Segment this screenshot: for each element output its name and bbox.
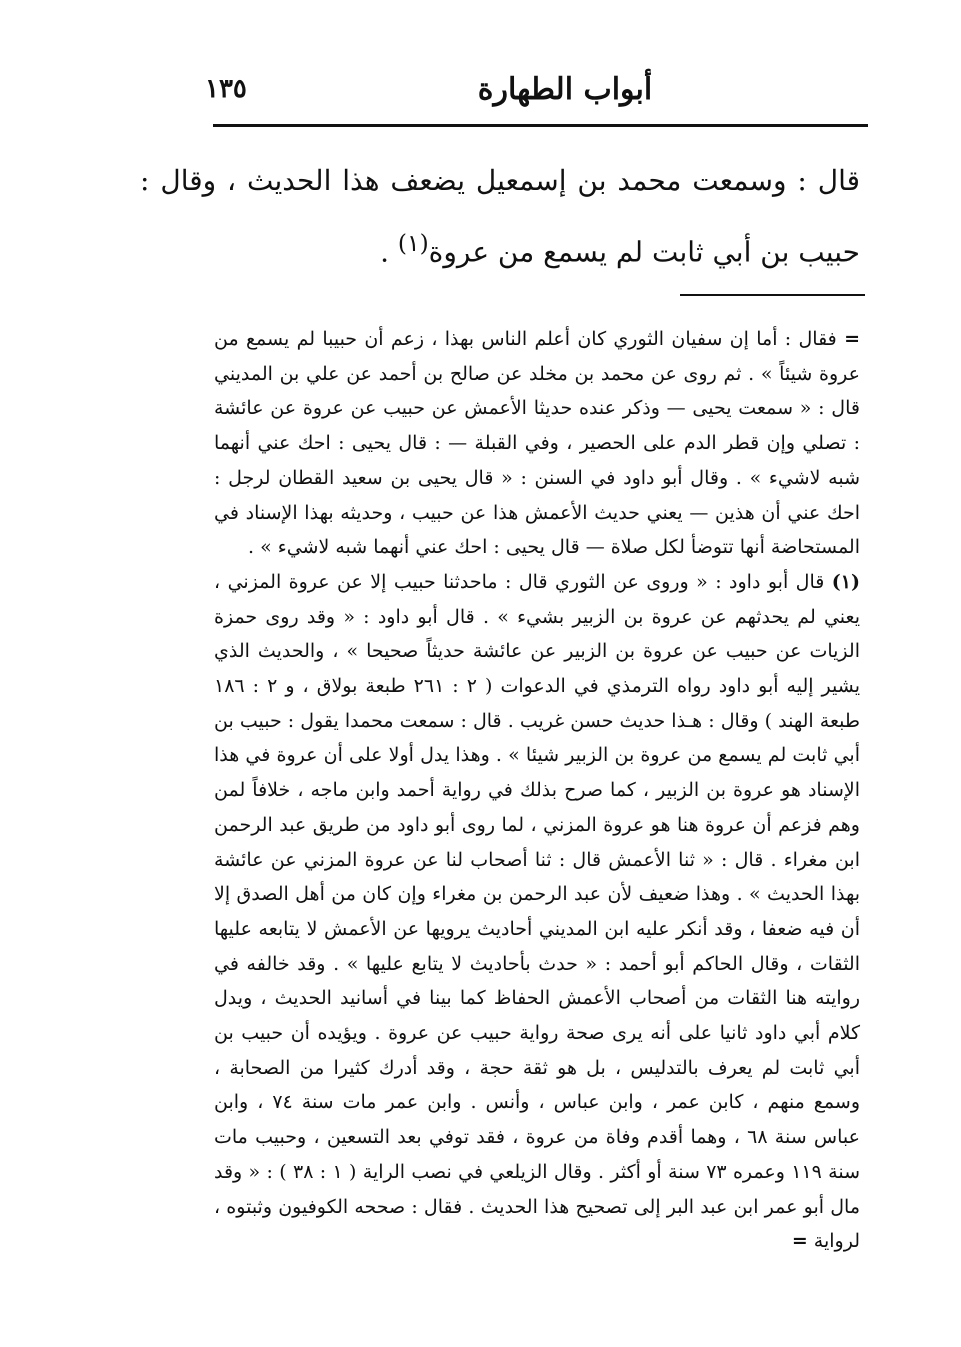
- main-text-end: .: [380, 235, 398, 269]
- footnote-separator: [680, 294, 865, 296]
- main-text-body: قال : وسمعت محمد بن إسمعيل يضعف هذا الحديث ، وقال : حبيب بن أبي ثابت لم يسمع من عروة: [140, 164, 860, 269]
- continuation-marker: =: [844, 328, 860, 350]
- main-text: [140, 150, 860, 283]
- continuation-text: فقال : أما إن سفيان الثوري كان أعلم الناس بهذا ، زعم أن حبيبا لم يسمع من عروة شيئاً » . ثم روى عن محمد بن مخلد عن صالح بن أحمد عن علي بن المديني قال : « سمعت يحيى — وذكر عنده حديثا الأعمش عن حبيب عن عروة عن عائشة : تصلي وإن قطر الدم على الحصير ، وفي القبلة — : قال يحيى : احك عني أنهما شبه لاشيء » . وقال أبو داود في السنن : « قال يحيى بن سعيد القطان لرجل : احك عني أن هذين — يعني حديث الأعمش هذا عن حبيب ، وحديثه بهذا الإسناد في المستحاضة أنها تتوضأ لكل صلاة — قال يحيى : احك عني أنهما شبه لاشيء » .: [214, 328, 860, 559]
- next-page-marker: =: [791, 1230, 808, 1253]
- footnote-text: قال أبو داود : « وروى عن الثوري قال : ماحدثنا حبيب إلا عن عروة المزني ، يعني لم يحدثهم عن عروة بن الزبير بشيء » . قال أبو داود : « وقد روى حمزة الزيات عن حبيب عن عروة بن الزبير عن عائشة حديثاً صحيحا » ، والحديث الذي يشير إليه أبو داود رواه الترمذي في الدعوات ( ٢ : ٢٦١ طبعة بولاق ، و ٢ : ١٨٦ طبعة الهند ) وقال : هـذا حديث حسن غريب . قال : سمعت محمدا يقول : حبيب بن أبي ثابت لم يسمع من عروة بن الزبير شيئا » . وهذا يدل أولا على أن عروة في هذا الإسناد هو عروة بن الزبير ، كما صرح بذلك في رواية أحمد وابن ماجه ، خلافاً لمن وهم فزعم أن عروة هنا هو عروة المزني ، لما روى أبو داود من طريق عبد الرحمن ابن مغراء . قال : « ثنا الأعمش قال : ثنا أصحاب لنا عن عروة المزني عن عائشة بهذا الحديث » . وهذا ضعيف لأن عبد الرحمن بن مغراء وإن كان من أهل الصدق إلا أن فيه ضعفا ، وقد أنكر عليه ابن المديني أحاديث يرويها عن الأعمش لا يتابعه عليها الثقات ، وقال الحاكم أبو أحمد : « حدث بأحاديث لا يتابع عليها » . وقد خالفه في روايته هنا الثقات من أصحاب الأعمش الحفاظ كما بينا في أسانيد الحديث ، ويدل كلام أبي داود ثانيا على أنه يرى صحة رواية حبيب عن عروة . ويؤيده أن حبيب بن أبي ثابت لم يعرف بالتدليس ، بل هو ثقة حجة ، وقد أدرك كثيرا من الصحابة ، وسمع منهم ، كابن عمر ، وابن عباس ، وأنس . وابن عمر مات سنة ٧٤ ، وابن عباس سنة ٦٨ ، وهما أقدم وفاة من عروة ، فقد توفي بعد التسعين ، وحبيب مات سنة ١١٩ وعمره ٧٣ سنة أو أكثر . وقال الزيلعي في نصب الراية ( ١ : ٣٨ ) : « وقد مال أبو عمر ابن عبد البر إلى تصحيح هذا الحديث . فقال : صححه الكوفيون وثبتوه ، لرواية: [214, 570, 861, 1253]
- running-title: أبواب الطهارة: [477, 72, 653, 107]
- footnote-continuation: [214, 322, 860, 565]
- main-paragraph: [140, 150, 860, 283]
- footnotes: [214, 322, 860, 1259]
- footnote-number: (١): [831, 570, 860, 593]
- footnote-1: [214, 565, 860, 1259]
- page-header: [205, 70, 865, 118]
- footnote-reference: (١): [397, 229, 429, 257]
- header-rule: [213, 124, 868, 127]
- page-number: ١٣٥: [205, 74, 247, 104]
